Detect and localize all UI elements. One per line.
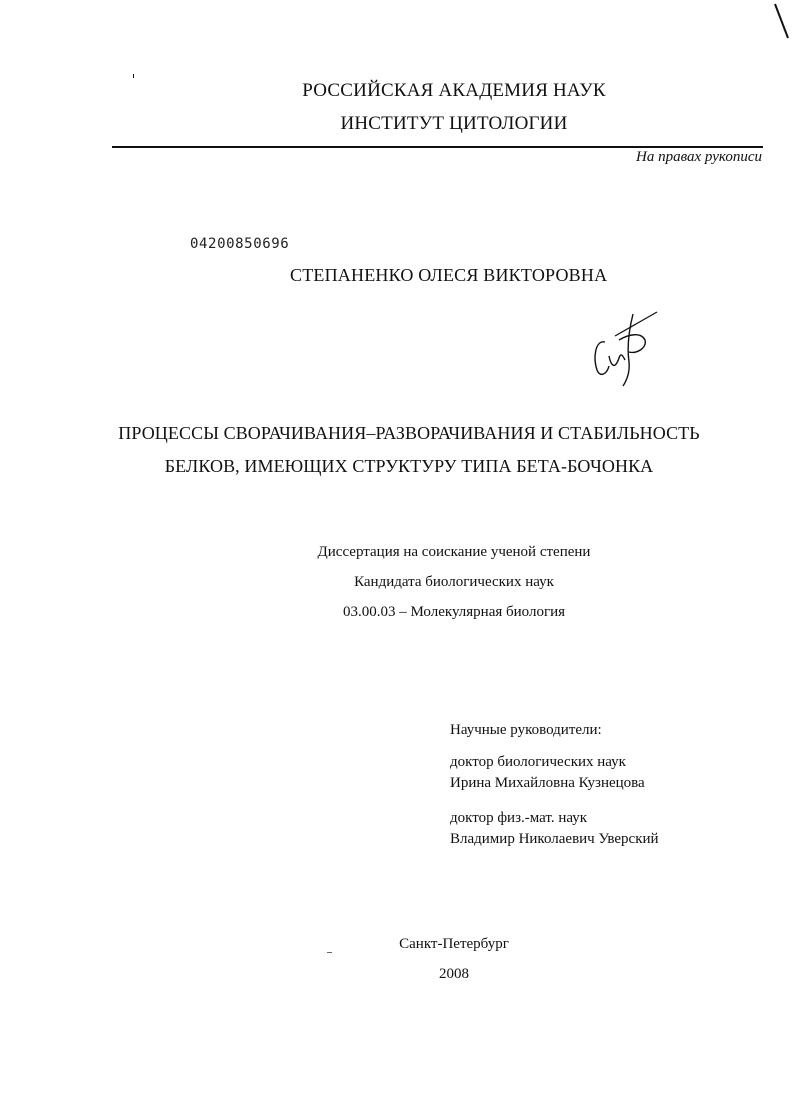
academy-name: РОССИЙСКАЯ АКАДЕМИЯ НАУК xyxy=(302,80,606,101)
scan-dot-mark xyxy=(133,74,134,78)
scan-stroke-mark xyxy=(768,0,794,42)
dissertation-title-line1: ПРОЦЕССЫ СВОРАЧИВАНИЯ–РАЗВОРАЧИВАНИЯ И СТАБИЛЬНОСТЬ xyxy=(118,423,700,443)
library-code: 04200850696 xyxy=(190,236,290,252)
handwritten-signature xyxy=(585,300,665,390)
city: Санкт-Петербург xyxy=(399,936,509,952)
thesis-specialty-line: 03.00.03 – Молекулярная биология xyxy=(342,604,566,620)
thesis-field-line: Кандидата биологических наук xyxy=(354,574,554,590)
supervisor-1-degree: доктор биологических наук xyxy=(450,754,626,770)
thesis-degree-line: Диссертация на соискание ученой степени xyxy=(317,544,591,560)
supervisor-1-name: Ирина Михайловна Кузнецова xyxy=(450,775,645,791)
year: 2008 xyxy=(439,966,469,982)
supervisors-heading: Научные руководители: xyxy=(450,722,602,738)
manuscript-note: На правах рукописи xyxy=(636,149,762,165)
institute-name: ИНСТИТУТ ЦИТОЛОГИИ xyxy=(340,113,568,134)
supervisor-2-degree: доктор физ.-мат. наук xyxy=(450,810,588,826)
header-divider xyxy=(112,146,763,148)
author-name: СТЕПАНЕНКО ОЛЕСЯ ВИКТОРОВНА xyxy=(290,265,608,285)
supervisor-2-name: Владимир Николаевич Уверский xyxy=(450,831,659,847)
dissertation-title-line2: БЕЛКОВ, ИМЕЮЩИХ СТРУКТУРУ ТИПА БЕТА-БОЧОНКА xyxy=(164,456,654,476)
